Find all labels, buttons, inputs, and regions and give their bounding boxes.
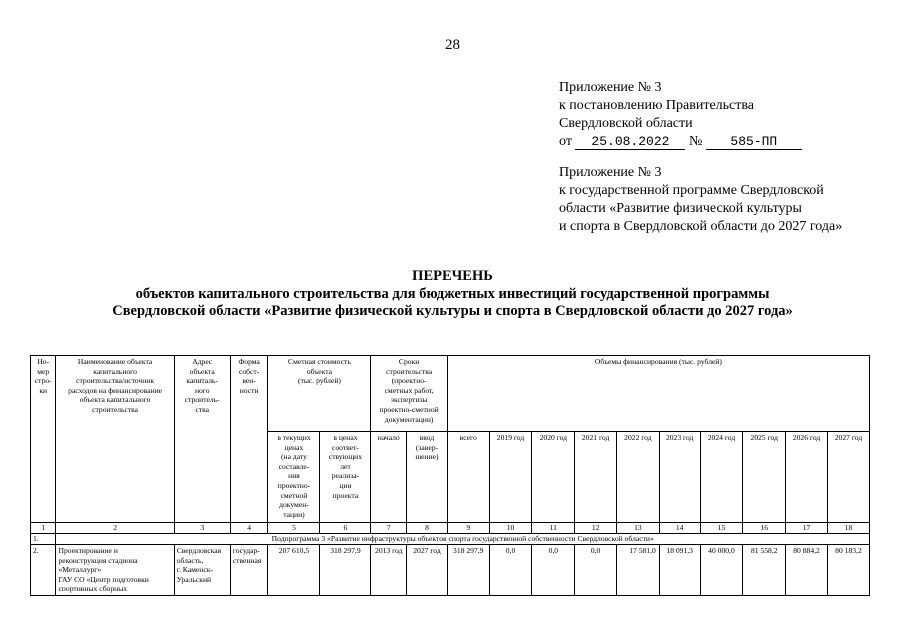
row-total: 318 297,9 xyxy=(447,545,489,596)
appendix-program-line1: Приложение № 3 xyxy=(559,165,662,180)
row-no: 2. xyxy=(31,545,56,596)
title-line3: Свердловской области «Развитие физической культуры и спорта в Свердловской области до 2027 года» xyxy=(112,303,793,319)
header-2027: 2027 год xyxy=(827,432,869,523)
header-ownership: Форма собст- вен- ности xyxy=(230,356,268,523)
row-ownership: государ- ственная xyxy=(230,545,268,596)
row-2019: 0,0 xyxy=(489,545,532,596)
column-number: 4 xyxy=(230,523,268,534)
row-cost-current: 207 610,5 xyxy=(268,545,320,596)
column-number: 6 xyxy=(320,523,371,534)
row-2027: 80 183,2 xyxy=(827,545,869,596)
column-number: 5 xyxy=(268,523,320,534)
row-2026: 80 884,2 xyxy=(786,545,828,596)
row-2023: 18 091,3 xyxy=(659,545,700,596)
column-number: 7 xyxy=(371,523,407,534)
column-number: 17 xyxy=(786,523,828,534)
row-2021: 0,0 xyxy=(575,545,617,596)
header-2025: 2025 год xyxy=(743,432,786,523)
header-row-no: Но- мер стро- ки xyxy=(31,356,56,523)
resolution-date: 25.08.2022 xyxy=(575,134,685,150)
appendix-resolution-date-line xyxy=(559,133,802,151)
appendix-resolution-line1: Приложение № 3 xyxy=(559,80,662,95)
column-number: 15 xyxy=(700,523,743,534)
row-2020: 0,0 xyxy=(532,545,575,596)
header-2021: 2021 год xyxy=(575,432,617,523)
header-row-1 xyxy=(31,356,870,432)
table-row xyxy=(31,545,870,596)
resolution-number: 585-ПП xyxy=(706,134,802,150)
subprogram-row xyxy=(31,534,870,545)
column-number: 13 xyxy=(617,523,660,534)
appendix-program-line4: и спорта в Свердловской области до 2027 года» xyxy=(559,219,843,234)
column-number: 18 xyxy=(827,523,869,534)
document-title xyxy=(0,268,905,321)
header-2024: 2024 год xyxy=(700,432,743,523)
header-funding: Объемы финансирования (тыс. рублей) xyxy=(447,356,869,432)
appendix-program-line3: области «Развитие физической культуры xyxy=(559,201,802,216)
column-number: 10 xyxy=(489,523,532,534)
appendix-resolution xyxy=(559,79,802,151)
column-number: 11 xyxy=(532,523,575,534)
title-line2: объектов капитального строительства для бюджетных инвестиций государственной программы xyxy=(135,285,770,302)
column-number: 12 xyxy=(575,523,617,534)
subprogram-no: 1. xyxy=(31,534,56,545)
column-number: 2 xyxy=(56,523,174,534)
subprogram-title: Подпрограмма 3 «Развитие инфраструктуры объектов спорта государственной собственности Свердловской области» xyxy=(56,534,870,545)
header-2020: 2020 год xyxy=(532,432,575,523)
header-2023: 2023 год xyxy=(659,432,700,523)
appendix-resolution-line2: к постановлению Правительства xyxy=(559,98,755,113)
header-cost: Сметная стоимость объекта (тыс. рублей) xyxy=(268,356,371,432)
column-number: 1 xyxy=(31,523,56,534)
number-label: № xyxy=(688,134,703,149)
row-cost-years: 318 297,9 xyxy=(320,545,371,596)
row-commission: 2027 год xyxy=(407,545,448,596)
header-2026: 2026 год xyxy=(786,432,828,523)
from-label: от xyxy=(559,134,572,149)
page-number: 28 xyxy=(445,37,460,53)
row-2025: 81 558,2 xyxy=(743,545,786,596)
row-name: Проектирование и реконструкция стадиона «Металлург» ГАУ СО «Центр подготовки спортивных сборных xyxy=(56,545,174,596)
header-terms: Сроки строительства (проектно- сметных работ, экспертизы проектно-сметной документации) xyxy=(371,356,447,432)
column-number: 14 xyxy=(659,523,700,534)
objects-table xyxy=(30,355,870,596)
row-address: Свердловская область, г. Каменск- Уральский xyxy=(174,545,230,596)
header-address: Адрес объекта капиталь- ного строитель- ства xyxy=(174,356,230,523)
row-start: 2013 год xyxy=(371,545,407,596)
column-number: 3 xyxy=(174,523,230,534)
header-total: всего xyxy=(447,432,489,523)
column-number: 9 xyxy=(447,523,489,534)
header-cost-years: в ценах соответ- ствующих лет реализа- ции проекта xyxy=(320,432,371,523)
row-2024: 40 000,0 xyxy=(700,545,743,596)
appendix-program xyxy=(559,164,842,236)
row-2022: 17 581,0 xyxy=(617,545,660,596)
column-number: 8 xyxy=(407,523,448,534)
header-commission: ввод (завер- шение) xyxy=(407,432,448,523)
header-name: Наименование объекта капитального строительства/источник расходов на финансирование объекта капитального строительства xyxy=(56,356,174,523)
header-start: начало xyxy=(371,432,407,523)
appendix-program-line2: к государственной программе Свердловской xyxy=(559,183,824,198)
column-number: 16 xyxy=(743,523,786,534)
column-numbers-row xyxy=(31,523,870,534)
title-line1: ПЕРЕЧЕНЬ xyxy=(412,268,493,284)
header-cost-current: в текущих ценах (на дату составле- ния проектно- сметной докумен- тации) xyxy=(268,432,320,523)
header-2019: 2019 год xyxy=(489,432,532,523)
header-2022: 2022 год xyxy=(617,432,660,523)
appendix-resolution-line3: Свердловской области xyxy=(559,116,693,131)
